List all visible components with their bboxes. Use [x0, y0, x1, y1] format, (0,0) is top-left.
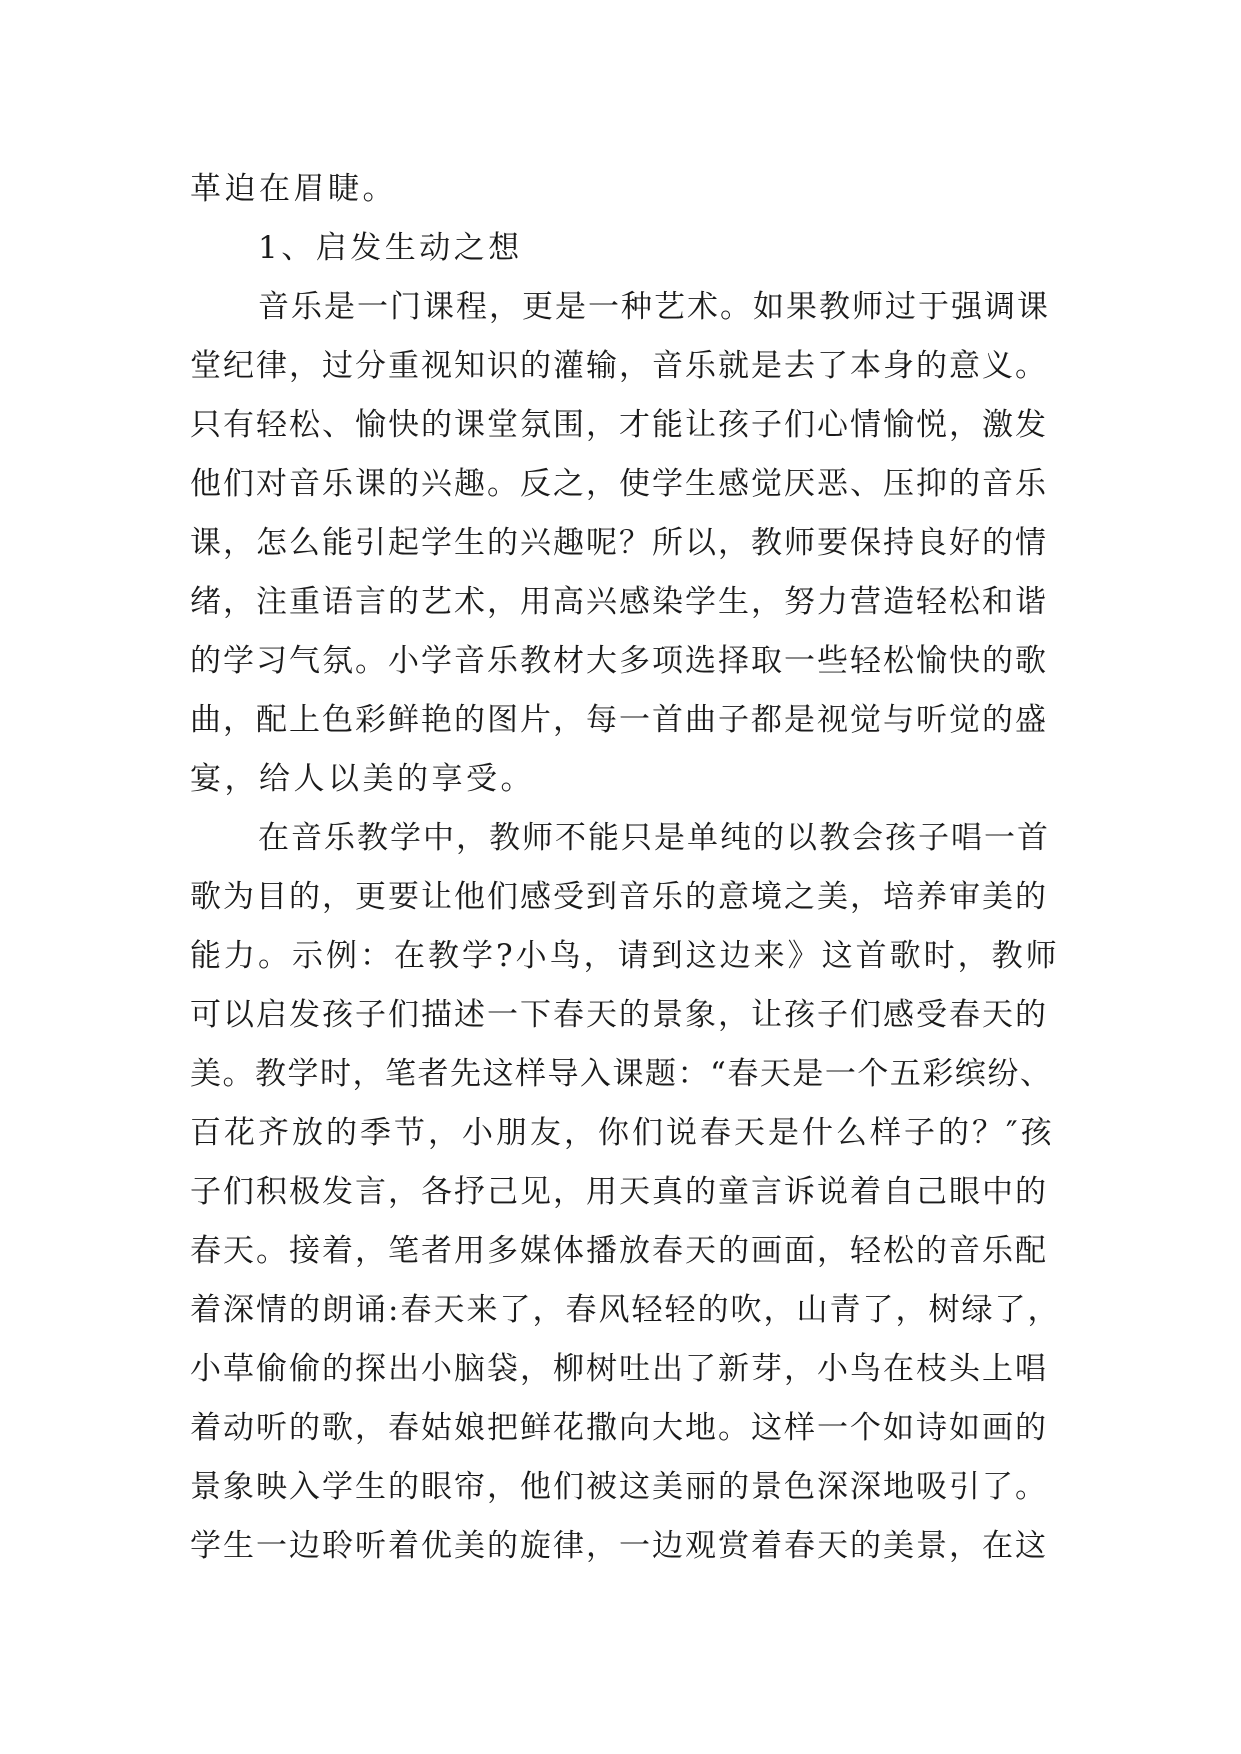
text-line: 他们对音乐课的兴趣。反之，使学生感觉厌恶、压抑的音乐	[190, 466, 1048, 502]
text-line: 可以启发孩子们描述一下春天的景象，让孩子们感受春天的	[190, 997, 1048, 1033]
text-line: 能力。示例：在教学?小鸟，请到这边来》这首歌时，教师	[190, 938, 1060, 974]
text-line: 课，怎么能引起学生的兴趣呢？所以，教师要保持良好的情	[190, 525, 1048, 561]
text-line: 歌为目的，更要让他们感受到音乐的意境之美，培养审美的	[190, 879, 1048, 915]
text-line: 子们积极发言，各抒己见，用天真的童言诉说着自己眼中的	[190, 1174, 1048, 1210]
text-line: 学生一边聆听着优美的旋律，一边观赏着春天的美景，在这	[190, 1528, 1048, 1564]
text-line: 堂纪律，过分重视知识的灌输，音乐就是去了本身的意义。	[190, 348, 1048, 384]
text-line: 音乐是一门课程，更是一种艺术。如果教师过于强调课	[258, 289, 1050, 325]
text-line: 景象映入学生的眼帘，他们被这美丽的景色深深地吸引了。	[190, 1469, 1048, 1505]
text-line: 着深情的朗诵:春天来了，春风轻轻的吹，山青了，树绿了，	[190, 1292, 1061, 1328]
text-line: 只有轻松、愉快的课堂氛围，才能让孩子们心情愉悦，激发	[190, 407, 1048, 443]
text-line: 绪，注重语言的艺术，用高兴感染学生，努力营造轻松和谐	[190, 584, 1048, 620]
text-line: 百花齐放的季节，小朋友，你们说春天是什么样子的？″孩	[190, 1115, 1055, 1151]
text-line: 在音乐教学中，教师不能只是单纯的以教会孩子唱一首	[258, 820, 1050, 856]
text-line: 宴，给人以美的享受。	[190, 761, 535, 797]
text-line: 春天。接着，笔者用多媒体播放春天的画面，轻松的音乐配	[190, 1233, 1048, 1269]
text-line: 美。教学时，笔者先这样导入课题：“春天是一个五彩缤纷、	[190, 1056, 1053, 1092]
text-line: 的学习气氛。小学音乐教材大多项选择取一些轻松愉快的歌	[190, 643, 1048, 679]
text-line: 曲，配上色彩鲜艳的图片，每一首曲子都是视觉与听觉的盛	[190, 702, 1048, 738]
section-heading: 1、启发生动之想	[258, 230, 523, 266]
document-page	[190, 160, 1060, 1576]
text-line: 着动听的歌，春姑娘把鲜花撒向大地。这样一个如诗如画的	[190, 1410, 1048, 1446]
text-line: 革迫在眉睫。	[190, 171, 397, 207]
text-line: 小草偷偷的探出小脑袋，柳树吐出了新芽，小鸟在枝头上唱	[190, 1351, 1048, 1387]
